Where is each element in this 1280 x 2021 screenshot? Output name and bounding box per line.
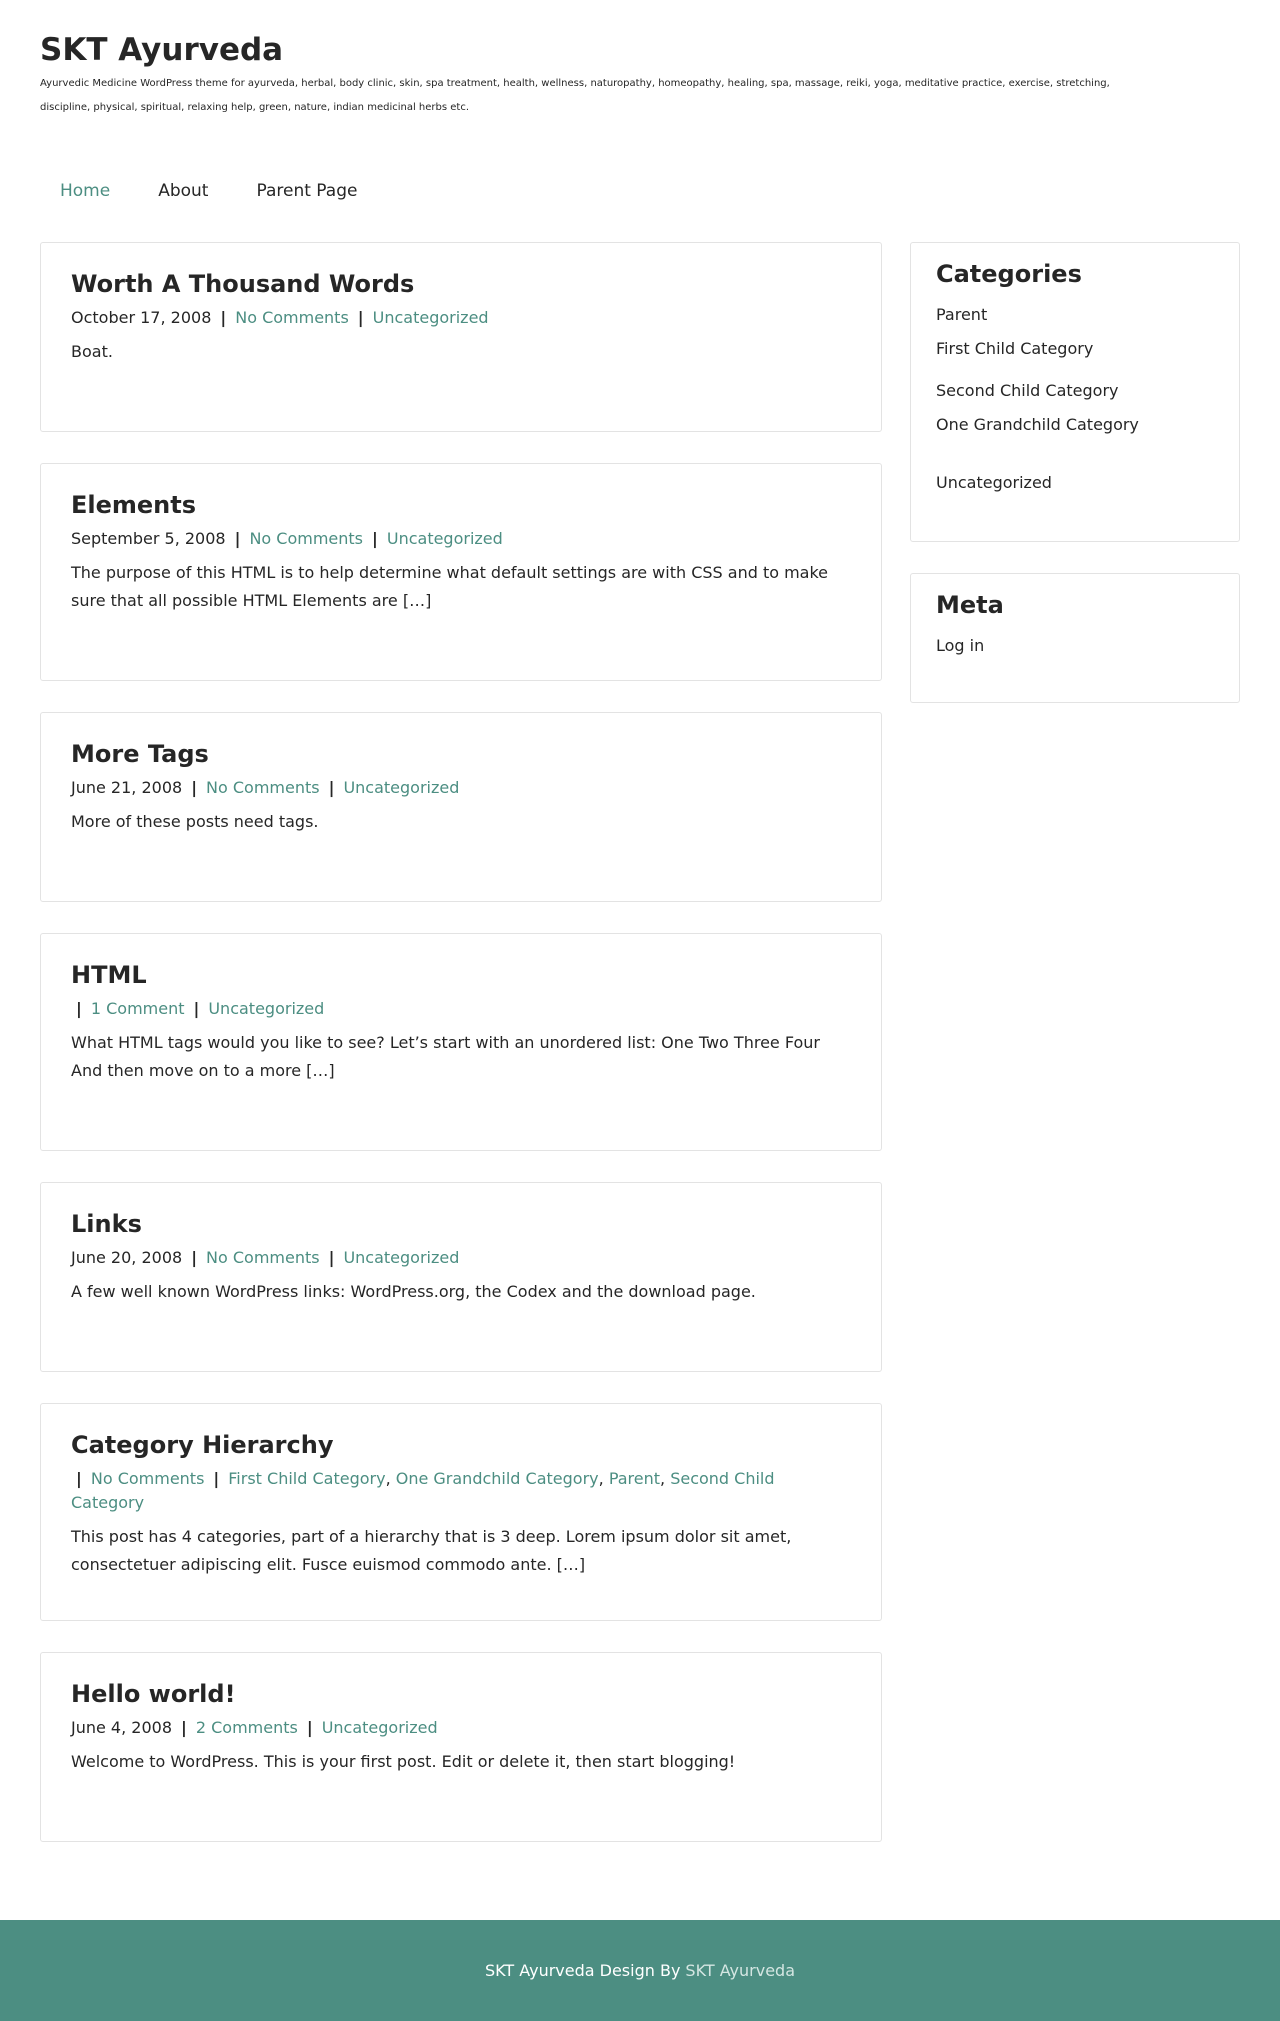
- post-comments-link[interactable]: No Comments: [90, 1469, 205, 1488]
- meta-separator: |: [76, 999, 82, 1018]
- site-tagline: Ayurvedic Medicine WordPress theme for ayurveda, herbal, body clinic, skin, spa treatment, health, wellness, naturopathy, homeopathy, healing, spa, massage, reiki, yoga, meditative practice, exercise, stretching, discipline, physical, spiritual, relaxing help, green, nature, indian medicinal herbs etc.: [40, 78, 1110, 113]
- post-category-link[interactable]: Second Child Category: [71, 1469, 775, 1512]
- meta-list: [936, 634, 1214, 658]
- post-card: [40, 1403, 882, 1621]
- post-date: June 20, 2008: [71, 1248, 183, 1267]
- post-card: [40, 712, 882, 902]
- post-title[interactable]: Category Hierarchy: [71, 1431, 334, 1459]
- post-excerpt: The purpose of this HTML is to help determine what default settings are with CSS and to make sure that all possible HTML Elements are […]: [71, 563, 829, 610]
- post-meta: [71, 527, 851, 551]
- post-category-link[interactable]: Uncategorized: [321, 1718, 438, 1737]
- meta-separator: |: [191, 1248, 198, 1267]
- meta-separator: |: [357, 308, 364, 327]
- nav-item-about[interactable]: About: [158, 181, 209, 201]
- post-meta: [71, 776, 851, 800]
- post-excerpt: More of these posts need tags.: [71, 812, 319, 831]
- post-category-link[interactable]: Uncategorized: [208, 999, 325, 1018]
- post-date: June 21, 2008: [71, 778, 183, 797]
- post-title[interactable]: HTML: [71, 961, 147, 989]
- category-link-first-child[interactable]: First Child Category: [936, 339, 1094, 358]
- post-title[interactable]: Links: [71, 1210, 142, 1238]
- post-comments-link[interactable]: 2 Comments: [195, 1718, 298, 1737]
- footer-credit-link[interactable]: SKT Ayurveda: [685, 1961, 796, 1980]
- meta-separator: |: [372, 529, 378, 548]
- nav-item-parent-page[interactable]: Parent Page: [256, 181, 358, 201]
- post-category-link[interactable]: First Child Category: [228, 1469, 386, 1488]
- post-title[interactable]: Worth A Thousand Words: [71, 270, 415, 298]
- post-excerpt: This post has 4 categories, part of a hierarchy that is 3 deep. Lorem ipsum dolor sit amet, consectetuer adipiscing elit. Fusce euismod commodo ante. […]: [71, 1527, 792, 1574]
- widget-title: Categories: [936, 260, 1082, 288]
- login-link[interactable]: Log in: [936, 636, 985, 655]
- post-date: September 5, 2008: [71, 529, 226, 548]
- footer-credit: SKT Ayurveda Design By: [484, 1961, 681, 1980]
- post-card: [40, 933, 882, 1151]
- post-card: [40, 242, 882, 432]
- post-comments-link[interactable]: 1 Comment: [90, 999, 185, 1018]
- post-meta: [71, 306, 851, 330]
- post-comments-link[interactable]: No Comments: [206, 1248, 320, 1267]
- post-title[interactable]: More Tags: [71, 740, 209, 768]
- meta-separator: |: [191, 778, 198, 797]
- post-date: June 4, 2008: [71, 1718, 172, 1737]
- post-card: [40, 1182, 882, 1372]
- meta-separator: |: [220, 308, 227, 327]
- posts-list: [40, 242, 882, 1873]
- post-category-link[interactable]: Uncategorized: [372, 308, 489, 327]
- post-card: [40, 1652, 882, 1842]
- meta-separator: |: [181, 1718, 187, 1737]
- meta-separator: |: [328, 1248, 335, 1267]
- categories-list: [936, 303, 1214, 495]
- post-excerpt: A few well known WordPress links: WordPress.org, the Codex and the download page.: [71, 1282, 756, 1301]
- meta-separator: |: [306, 1718, 313, 1737]
- main-nav: [0, 132, 1280, 242]
- meta-widget: [910, 573, 1240, 703]
- site-footer: [0, 1920, 1280, 2021]
- post-excerpt: Boat.: [71, 342, 113, 361]
- meta-separator: |: [234, 529, 241, 548]
- widget-title: Meta: [936, 591, 1004, 619]
- post-category-link[interactable]: Uncategorized: [386, 529, 503, 548]
- category-link-uncategorized[interactable]: Uncategorized: [936, 473, 1052, 492]
- post-category-link[interactable]: One Grandchild Category: [395, 1469, 599, 1488]
- post-excerpt: Welcome to WordPress. This is your first post. Edit or delete it, then start blogging!: [71, 1752, 736, 1771]
- post-excerpt: What HTML tags would you like to see? Let’s start with an unordered list: One Two Three Four And then move on to a more […]: [71, 1033, 820, 1080]
- post-meta: [71, 1716, 851, 1740]
- post-meta: [71, 1246, 851, 1270]
- meta-separator: |: [213, 1469, 220, 1488]
- category-link-parent[interactable]: Parent: [936, 305, 988, 324]
- site-title[interactable]: SKT Ayurveda: [40, 32, 284, 68]
- post-title[interactable]: Elements: [71, 491, 197, 519]
- sidebar: [910, 242, 1240, 734]
- post-category-link[interactable]: Uncategorized: [343, 1248, 460, 1267]
- categories-widget: [910, 242, 1240, 542]
- post-meta: | No Comments | First Child Category, One Grandchild Category, Parent, Second Child Category: [71, 1469, 775, 1512]
- site-header: [0, 0, 1280, 132]
- post-comments-link[interactable]: No Comments: [249, 529, 364, 548]
- post-meta: [71, 997, 851, 1021]
- category-link-one-grandchild[interactable]: One Grandchild Category: [936, 415, 1139, 434]
- nav-item-home[interactable]: Home: [60, 181, 111, 201]
- meta-separator: |: [328, 778, 335, 797]
- post-comments-link[interactable]: No Comments: [206, 778, 320, 797]
- meta-separator: |: [193, 999, 200, 1018]
- post-date: October 17, 2008: [71, 308, 212, 327]
- post-category-link[interactable]: Parent: [608, 1469, 661, 1488]
- post-title[interactable]: Hello world!: [71, 1680, 236, 1708]
- post-comments-link[interactable]: No Comments: [235, 308, 349, 327]
- category-link-second-child[interactable]: Second Child Category: [936, 381, 1119, 400]
- post-category-link[interactable]: Uncategorized: [343, 778, 460, 797]
- meta-separator: |: [76, 1469, 82, 1488]
- page-layout: [0, 242, 1280, 1868]
- post-card: [40, 463, 882, 681]
